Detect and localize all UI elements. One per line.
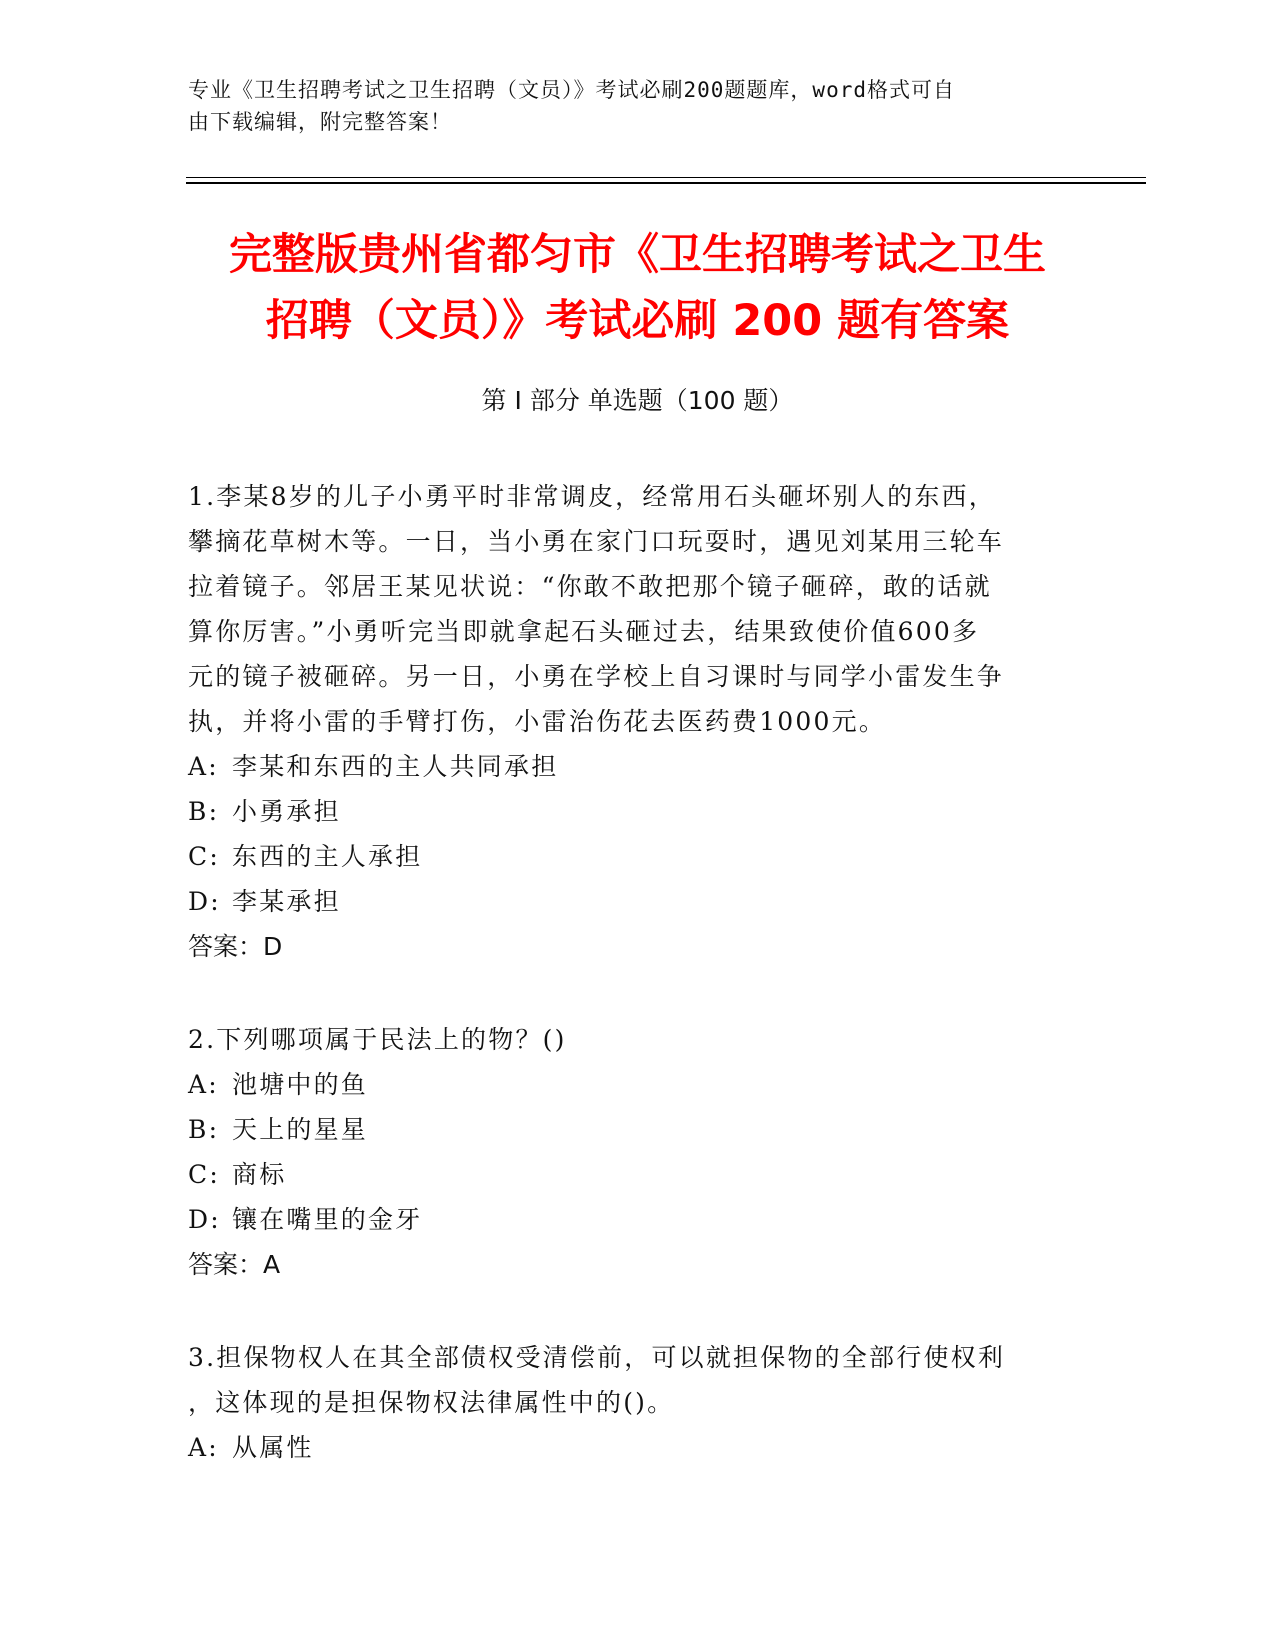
intro-line: 由下载编辑，附完整答案！ <box>188 110 452 134</box>
option-key: A: <box>188 1433 219 1462</box>
answer-option <box>188 789 1068 834</box>
question-stem-line: 1.李某8岁的儿子小勇平时非常调皮，经常用石头砸坏别人的东西， <box>188 482 996 511</box>
option-key: A: <box>188 752 219 781</box>
question-stem-line: 2.下列哪项属于民法上的物？() <box>188 1025 567 1054</box>
option-text: 镶在嘴里的金牙 <box>232 1205 423 1234</box>
section-heading: 第 I 部分 单选题（100 题） <box>481 386 794 415</box>
option-key: C: <box>188 842 220 871</box>
header-divider-thick <box>186 182 1146 184</box>
option-key: D: <box>188 887 221 916</box>
option-text: 东西的主人承担 <box>232 842 423 871</box>
option-text: 从属性 <box>232 1433 314 1462</box>
answer-option <box>188 1107 1068 1152</box>
option-key: C: <box>188 1160 220 1189</box>
answer-option <box>188 834 1068 879</box>
option-key: B: <box>188 1115 220 1144</box>
title-line: 招聘（文员）》考试必刷 200 题有答案 <box>265 296 1010 346</box>
document-title <box>160 222 1115 354</box>
option-text: 李某和东西的主人共同承担 <box>232 752 559 781</box>
title-line: 完整版贵州省都匀市《卫生招聘考试之卫生 <box>229 230 1046 280</box>
option-text: 商标 <box>232 1160 287 1189</box>
answer-option <box>188 744 1068 789</box>
answer-key: 答案：A <box>188 1250 281 1279</box>
answer-option <box>188 879 1068 924</box>
answer-option <box>188 1152 1068 1197</box>
option-text: 天上的星星 <box>232 1115 369 1144</box>
option-key: D: <box>188 1205 221 1234</box>
option-key: B: <box>188 797 220 826</box>
answer-option <box>188 1425 1068 1470</box>
option-text: 小勇承担 <box>232 797 341 826</box>
option-text: 李某承担 <box>232 887 341 916</box>
question-stem-line: 元的镜子被砸碎。另一日，小勇在学校上自习课时与同学小雷发生争 <box>188 662 1005 691</box>
option-text: 池塘中的鱼 <box>232 1070 369 1099</box>
question-stem-line: 算你厉害。”小勇听完当即就拿起石头砸过去，结果致使价值600多 <box>188 617 980 646</box>
header-divider-thin <box>186 177 1146 178</box>
question-item <box>188 1017 1068 1287</box>
question-stem-line: ，这体现的是担保物权法律属性中的()。 <box>188 1388 675 1417</box>
question-stem-line: 执，并将小雷的手臂打伤，小雷治伤花去医药费1000元。 <box>188 707 887 736</box>
answer-key: 答案：D <box>188 932 283 961</box>
question-stem-line: 拉着镜子。邻居王某见状说：“你敢不敢把那个镜子砸碎，敢的话就 <box>188 572 992 601</box>
question-stem-line: 3.担保物权人在其全部债权受清偿前，可以就担保物的全部行使权利 <box>188 1343 1006 1372</box>
question-list <box>188 474 1068 1470</box>
question-stem-line: 攀摘花草树木等。一日，当小勇在家门口玩耍时，遇见刘某用三轮车 <box>188 527 1005 556</box>
question-item <box>188 1335 1068 1470</box>
question-item <box>188 474 1068 969</box>
option-key: A: <box>188 1070 219 1099</box>
answer-option <box>188 1197 1068 1242</box>
intro-line: 专业《卫生招聘考试之卫生招聘（文员）》考试必刷200题题库，word格式可自 <box>188 78 955 102</box>
answer-option <box>188 1062 1068 1107</box>
intro-text <box>188 74 1068 138</box>
